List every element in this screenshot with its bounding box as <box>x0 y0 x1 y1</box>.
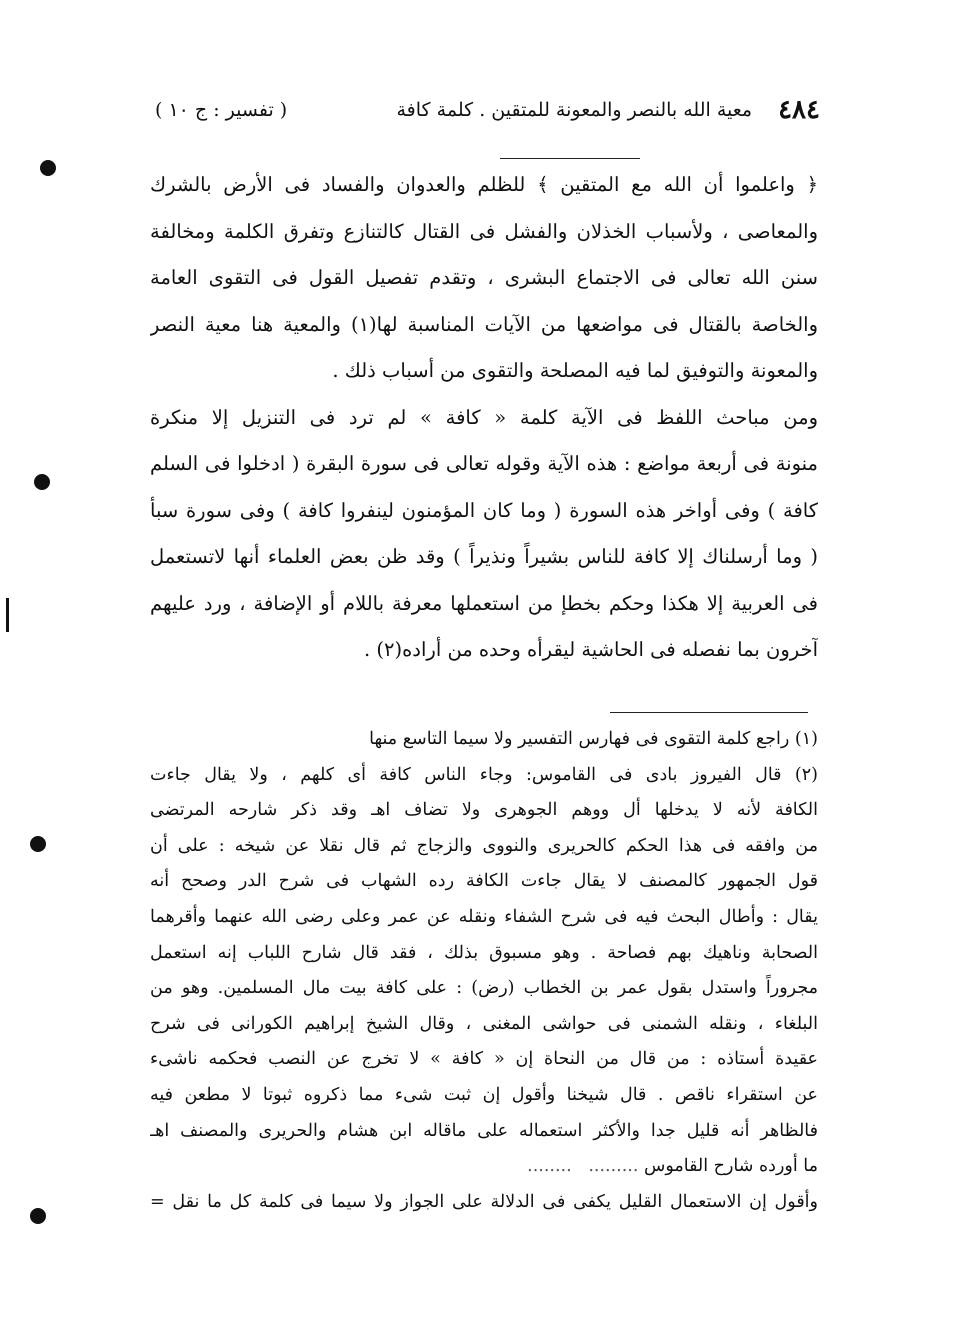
footnotes <box>150 722 818 1220</box>
main-text <box>150 162 818 674</box>
header-divider <box>500 158 640 159</box>
text-line: آخرون بما نفصله فى الحاشية ليقرأه وحده من أراده(٢) . <box>363 638 818 661</box>
text-line: منونة فى أربعة مواضع : هذه الآية وقوله تعالى فى سورة البقرة ( ادخلوا فى السلم <box>150 452 818 475</box>
punch-hole-mark <box>40 160 56 176</box>
text-line: والخاصة بالقتال فى مواضعها من الآيات المناسبة لها(١) والمعية هنا معية النصر <box>150 312 818 336</box>
footnote-line: (١) راجع كلمة التقوى فى فهارس التفسير ولا سيما التاسع منها <box>369 729 818 749</box>
page-number: ٤٨٤ <box>778 95 820 125</box>
text-line: ﴿ واعلموا أن الله مع المتقين ﴾ للظلم والعدوان والفساد فى الأرض بالشرك <box>150 173 818 196</box>
footnote-line <box>150 1149 818 1185</box>
footnote-divider <box>0 712 808 713</box>
footnote-line: الصحابة وناهيك بهم فصاحة . وهو مسبوق بذلك ، فقد قال شارح اللباب إنه استعمل <box>150 942 818 963</box>
ellipsis-dots: ......... ........ <box>527 1156 639 1177</box>
footnote-line: يقال : وأطال البحث فيه فى شرح الشفاء ونقله عن عمر وعلى رضى الله عنهما وأقرهما <box>150 906 818 927</box>
running-header <box>155 88 820 132</box>
footnote-line: فالظاهر أنه قليل جدا والأكثر استعماله على ماقاله ابن هشام والحريرى والمصنف اهـ <box>150 1120 818 1141</box>
punch-hole-mark <box>30 836 46 852</box>
footnote-line: الكافة لأنه لا يدخلها أل ووهم الجوهرى ولا تضاف اهـ وقد ذكر شارحه المرتضى <box>150 800 818 821</box>
punch-hole-mark <box>34 474 50 490</box>
footnote-line: عن استقراء ناقص . قال شيخنا وأقول إن ثبت شىء مما ذكروه ثبوتا لا مطعن فيه <box>150 1084 818 1105</box>
text-line: ( وما أرسلناك إلا كافة للناس بشيراً ونذيراً ) وقد ظن بعض العلماء أنها لاتستعمل <box>150 545 818 568</box>
text-line: فى العربية إلا هكذا وحكم بخطإ من استعملها معرفة باللام أو الإضافة ، ورد عليهم <box>150 591 818 615</box>
volume-label: ( تفسير : ج ١٠ ) <box>155 99 288 121</box>
scan-edge-mark <box>6 598 9 632</box>
running-title: معية الله بالنصر والمعونة للمتقين . كلمة كافة <box>396 99 753 121</box>
footnote-line: عقيدة أستاذه : من قال من النحاة إن « كافة » لا تخرج عن النصب فحكمه ناشىء <box>150 1049 818 1070</box>
text-line: كافة ) وفى أواخر هذه السورة ( وما كان المؤمنون لينفروا كافة ) وفى سورة سبأ <box>150 498 818 522</box>
footnote-line: البلغاء ، ونقله الشمنى فى حواشى المغنى ، وقال الشيخ إبراهيم الكورانى فى شرح <box>150 1013 818 1034</box>
text-line: والمعونة والتوفيق لما فيه المصلحة والتقوى من أسباب ذلك . <box>332 359 818 382</box>
footnote-line: من وافقه فى هذا الحكم كالحريرى والنووى والزجاج ثم قال نقلا عن شيخه : على أن <box>150 835 818 856</box>
footnote-line: وأقول إن الاستعمال القليل يكفى فى الدلالة على الجواز ولا سيما فى كلمة كل ما نقل = <box>150 1191 818 1212</box>
text-line: سنن الله تعالى فى الاجتماع البشرى ، وتقدم تفصيل القول فى التقوى العامة <box>150 266 818 289</box>
footnote-text: ما أورده شارح القاموس <box>643 1156 818 1177</box>
text-line: والمعاصى ، ولأسباب الخذلان والفشل فى القتال كالتنازع وتفرق الكلمة ومخالفة <box>150 219 818 243</box>
punch-hole-mark <box>30 1208 46 1224</box>
footnote-line: قول الجمهور كالمصنف لا يقال جاءت الكافة رده الشهاب فى شرح الدر وصحح أنه <box>150 871 818 892</box>
footnote-line: مجروراً واستدل بقول عمر بن الخطاب (رض) : على كافة بيت مال المسلمين. وهو من <box>150 978 818 999</box>
text-line: ومن مباحث اللفظ فى الآية كلمة « كافة » لم ترد فى التنزيل إلا منكرة <box>150 405 818 429</box>
footnote-line: (٢) قال الفيروز بادى فى القاموس: وجاء الناس كافة أى كلهم ، ولا يقال جاءت <box>150 764 818 785</box>
